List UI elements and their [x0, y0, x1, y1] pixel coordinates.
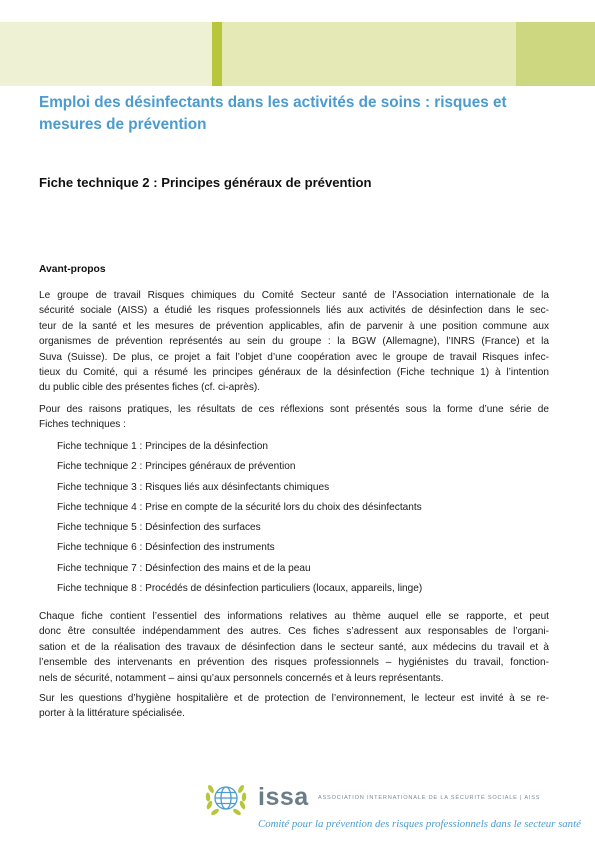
text-line: Sur les questions d’hygiène hospitalière et de protection de l’environnement, le lecteur est invité à se re-	[39, 693, 549, 704]
text-line: teur de la santé et les mesures de prévention applicables, afin de parvenir à une position commune aux	[39, 320, 549, 332]
list-item: Fiche technique 3 : Risques liés aux désinfectants chimiques	[57, 481, 330, 493]
issa-logo-text: issa	[258, 783, 309, 811]
list-item: Fiche technique 1 : Principes de la désinfection	[57, 441, 268, 452]
committee-tagline: Comité pour la prévention des risques professionnels dans le secteur santé	[258, 818, 581, 830]
banner-segment	[0, 22, 212, 86]
text-line: donc être consultée indépendamment des autres. Ces fiches s’adressent aux responsables de l’organi-	[39, 626, 549, 638]
list-item: Fiche technique 8 : Procédés de désinfection particuliers (locaux, appareils, linge)	[57, 582, 423, 594]
list-item: Fiche technique 5 : Désinfection des surfaces	[57, 522, 261, 533]
association-name: ASSOCIATION INTERNATIONALE DE LA SÉCURITÉ SOCIALE | AISS	[318, 795, 541, 801]
foreword-paragraph-1	[39, 288, 549, 396]
text-line: Pour des raisons pratiques, les résultats de ces réflexions sont présentés sous la forme d’une série de	[39, 404, 549, 415]
text-line: organismes de prévention représentés au sein du groupe : la BGW (Allemagne), l’INRS (France) et la	[39, 336, 549, 348]
globe-icon	[200, 777, 252, 821]
text-line: l’ensemble des intervenants en prévention des risques professionnels – hygiénistes du travail, fonction-	[39, 657, 549, 669]
fiche-list	[57, 437, 422, 599]
text-line: Chaque fiche contient l’essentiel des informations relatives au thème auquel elle se rapporte, et peut	[39, 611, 549, 622]
text-line: Le groupe de travail Risques chimiques du Comité Secteur santé de l’Association internationale de la	[39, 290, 549, 301]
section-heading: Avant-propos	[39, 264, 106, 275]
banner-accent-stripe	[212, 22, 222, 86]
list-item: Fiche technique 4 : Prise en compte de la sécurité lors du choix des désinfectants	[57, 501, 422, 513]
text-line: sation et de la réalisation des travaux de désinfection dans le secteur santé, aux médecins du travail et à	[39, 641, 549, 653]
text-line: Suva (Suisse). De plus, ce projet a fait l’objet d’une coopération avec le groupe de travail Risques infec-	[39, 351, 549, 363]
banner-segment	[222, 22, 516, 86]
foreword-paragraph-2	[39, 402, 549, 433]
banner-segment	[516, 22, 595, 86]
text-line: Fiches techniques :	[39, 419, 126, 431]
foreword-paragraph-3	[39, 609, 549, 686]
text-line: sécurité sociale (AISS) a étudié les risques professionnels liés aux activités de désinfection dans le sec-	[39, 305, 549, 317]
text-line: porter à la littérature spécialisée.	[39, 708, 185, 720]
foreword-paragraph-4	[39, 691, 549, 722]
document-title: Emploi des désinfectants dans les activités de soins : risques et mesures de prévention	[39, 94, 507, 133]
text-line: tieux du Comité, qui a résumé les principes généraux de la désinfection (Fiche technique 1) à l’intention	[39, 367, 549, 379]
text-line: nels de sécurité, notamment – ainsi qu’aux personnels concernés et à leurs représentants.	[39, 672, 444, 684]
list-item: Fiche technique 2 : Principes généraux de prévention	[57, 461, 296, 473]
list-item: Fiche technique 7 : Désinfection des mains et de la peau	[57, 562, 311, 574]
text-line: du public cible des présentes fiches (cf. ci-après).	[39, 382, 261, 394]
list-item: Fiche technique 6 : Désinfection des instruments	[57, 542, 275, 554]
document-subtitle: Fiche technique 2 : Principes généraux de prévention	[39, 175, 372, 190]
header-banner	[0, 22, 595, 86]
